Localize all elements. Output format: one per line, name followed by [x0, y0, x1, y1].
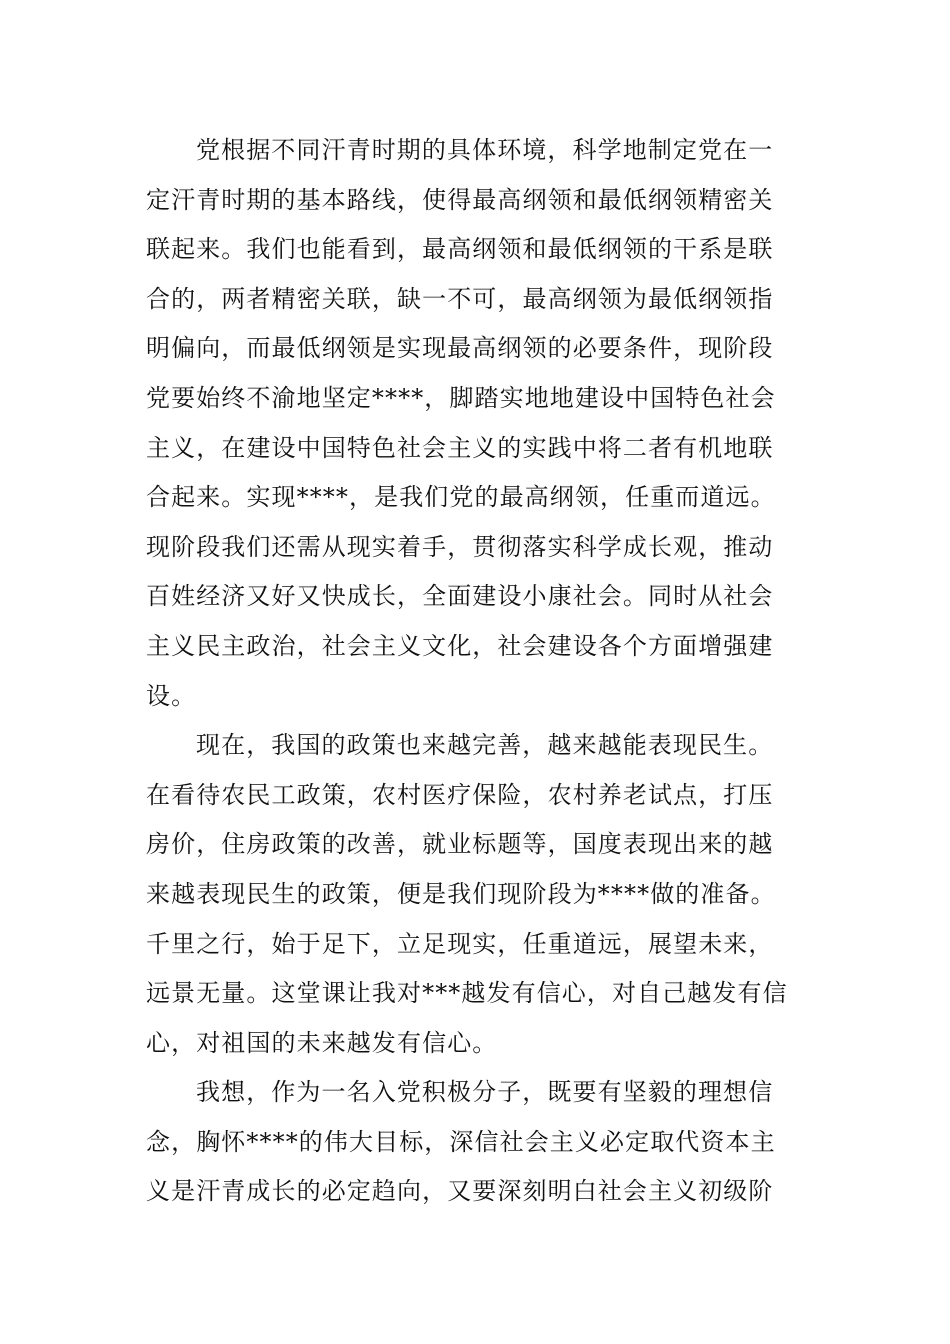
- text-line: 房价，住房政策的改善，就业标题等，国度表现出来的越: [146, 830, 774, 859]
- text-line: 主义民主政治，社会主义文化，社会建设各个方面增强建: [146, 631, 774, 660]
- text-line: 党要始终不渝地坚定****，脚踏实地地建设中国特色社会: [146, 383, 776, 412]
- text-line: 合的，两者精密关联，缺一不可，最高纲领为最低纲领指: [146, 284, 774, 313]
- text-line: 设。: [146, 681, 197, 710]
- text-line: 联起来。我们也能看到，最高纲领和最低纲领的干系是联: [146, 235, 774, 264]
- text-line: 我想，作为一名入党积极分子，既要有坚毅的理想信: [196, 1078, 774, 1107]
- text-line: 定汗青时期的基本路线，使得最高纲领和最低纲领精密关: [146, 185, 774, 214]
- paragraph: [146, 721, 810, 1068]
- text-line: 主义，在建设中国特色社会主义的实践中将二者有机地联: [146, 433, 774, 462]
- text-line: 现阶段我们还需从现实着手，贯彻落实科学成长观，推动: [146, 532, 774, 561]
- document-body: [146, 126, 810, 1217]
- text-line: 明偏向，而最低纲领是实现最高纲领的必要条件，现阶段: [146, 334, 774, 363]
- text-line: 心，对祖国的未来越发有信心。: [146, 1028, 498, 1057]
- text-line: 党根据不同汗青时期的具体环境，科学地制定党在一: [196, 136, 774, 164]
- text-line: 在看待农民工政策，农村医疗保险，农村养老试点，打压: [146, 780, 774, 809]
- text-line: 义是汗青成长的必定趋向，又要深刻明白社会主义初级阶: [146, 1177, 774, 1206]
- text-line: 百姓经济又好又快成长，全面建设小康社会。同时从社会: [146, 582, 774, 611]
- text-line: 念，胸怀****的伟大目标，深信社会主义必定取代资本主: [146, 1127, 776, 1156]
- text-line: 千里之行，始于足下，立足现实，任重道远，展望未来，: [146, 929, 774, 958]
- paragraph: [146, 1068, 810, 1217]
- text-line: 合起来。实现****，是我们党的最高纲领，任重而道远。: [146, 483, 776, 512]
- text-line: 现在，我国的政策也来越完善，越来越能表现民生。: [196, 731, 774, 760]
- text-line: 来越表现民生的政策，便是我们现阶段为****做的准备。: [146, 879, 776, 908]
- text-line: 远景无量。这堂课让我对***越发有信心，对自己越发有信: [146, 979, 788, 1008]
- paragraph: [146, 126, 810, 721]
